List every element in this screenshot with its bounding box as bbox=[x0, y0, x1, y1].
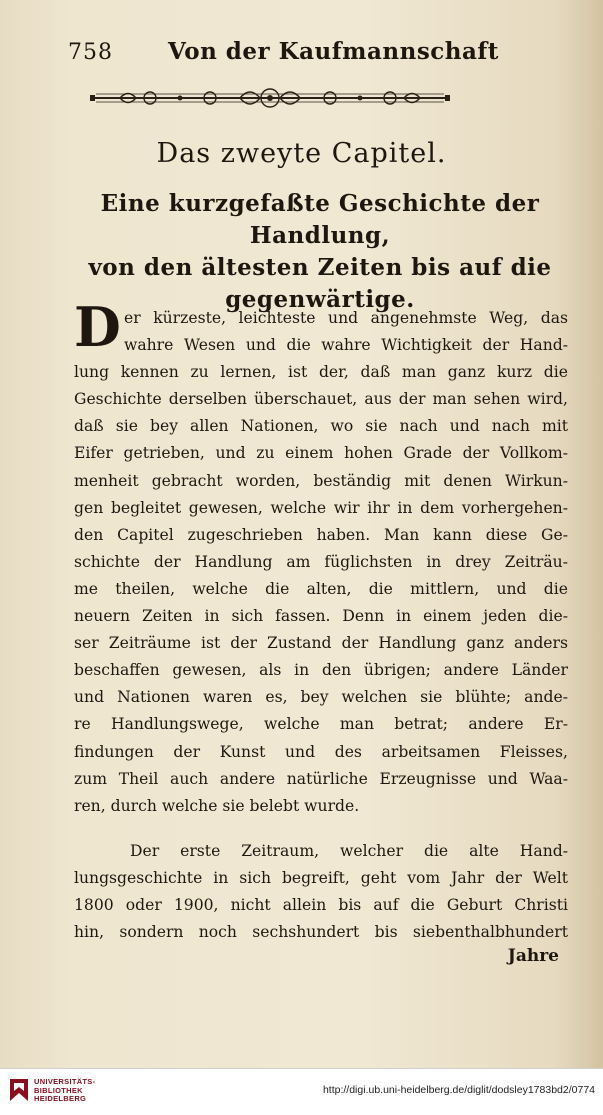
text-line: zum Theil auch andere natürliche Erzeugnisse und Waa- bbox=[74, 769, 568, 788]
subtitle-line: von den ältesten Zeiten bis auf die bbox=[88, 254, 552, 281]
text-line: lung kennen zu lernen, ist der, daß man ganz kurz die bbox=[74, 363, 568, 382]
paragraph-2 bbox=[74, 838, 568, 946]
text-line: re Handlungswege, welche man betrat; andere Er- bbox=[74, 715, 568, 734]
library-name-line: UNIVERSITÄTS- bbox=[34, 1077, 96, 1086]
viewer-footer bbox=[0, 1068, 603, 1115]
text-line: hin, sondern noch sechshundert bis siebenthalbhundert bbox=[74, 923, 568, 942]
text-line: neuern Zeiten in sich fassen. Denn in einem jeden die- bbox=[74, 607, 568, 626]
text-line: beschaffen gewesen, als in den übrigen; andere Länder bbox=[74, 661, 568, 680]
text-line: ser Zeiträume ist der Zustand der Handlung ganz anders bbox=[74, 634, 568, 653]
subtitle-line: gegenwärtige. bbox=[225, 286, 415, 313]
decorative-ornament-border bbox=[90, 84, 450, 112]
text-line: daß sie bey allen Nationen, wo sie nach und nach mit bbox=[74, 417, 568, 436]
text-line: Eifer getrieben, und zu einem hohen Grade der Vollkom- bbox=[74, 444, 568, 463]
running-head: Von der Kaufmannschaft bbox=[168, 38, 499, 65]
text-line: Der erste Zeitraum, welcher die alte Hand- bbox=[130, 842, 568, 860]
text-line: und Nationen waren es, bey welchen sie blühte; ande- bbox=[74, 688, 568, 707]
text-line: ren, durch welche sie belebt wurde. bbox=[74, 796, 360, 815]
library-name bbox=[34, 1078, 95, 1104]
library-name-line: HEIDELBERG bbox=[34, 1094, 87, 1103]
text-line: 1800 oder 1900, nicht allein bis auf die Geburt Christi bbox=[74, 896, 568, 915]
catchword: Jahre bbox=[507, 946, 559, 966]
text-line: er kürzeste, leichteste und angenehmste Weg, das bbox=[124, 309, 568, 327]
text-line: gen begleitet gewesen, welche wir ihr in dem vorhergehen- bbox=[74, 498, 568, 517]
page-header bbox=[68, 40, 563, 74]
subtitle-line: Eine kurzgefaßte Geschichte der Handlung, bbox=[100, 190, 540, 249]
chapter-title: Das zweyte Capitel. bbox=[156, 138, 447, 169]
chapter-subtitle bbox=[60, 188, 580, 316]
text-line: me theilen, welche die alten, die mittlern, und die bbox=[74, 579, 568, 598]
university-library-logo-icon bbox=[8, 1077, 30, 1103]
drop-cap: D bbox=[74, 295, 121, 359]
permalink-url[interactable]: http://digi.ub.uni-heidelberg.de/diglit/dodsley1783bd2/0774 bbox=[322, 1084, 595, 1096]
library-name-line: BIBLIOTHEK bbox=[34, 1085, 83, 1095]
text-line: Geschichte derselben überschauet, aus der man sehen wird, bbox=[74, 390, 568, 409]
text-line: schichte der Handlung am füglichsten in drey Zeiträu- bbox=[74, 552, 568, 571]
text-line: wahre Wesen und die wahre Wichtigkeit der Hand- bbox=[124, 336, 568, 355]
text-line: lungsgeschichte in sich begreift, geht vom Jahr der Welt bbox=[74, 869, 568, 888]
text-line: findungen der Kunst und des arbeitsamen Fleisses, bbox=[74, 742, 568, 761]
text-line: den Capitel zugeschrieben haben. Man kann diese Ge- bbox=[74, 525, 568, 544]
text-line: menheit gebracht worden, beständig mit denen Wirkun- bbox=[74, 471, 568, 490]
paragraph-1 bbox=[74, 305, 568, 820]
page-number: 758 bbox=[68, 40, 113, 65]
